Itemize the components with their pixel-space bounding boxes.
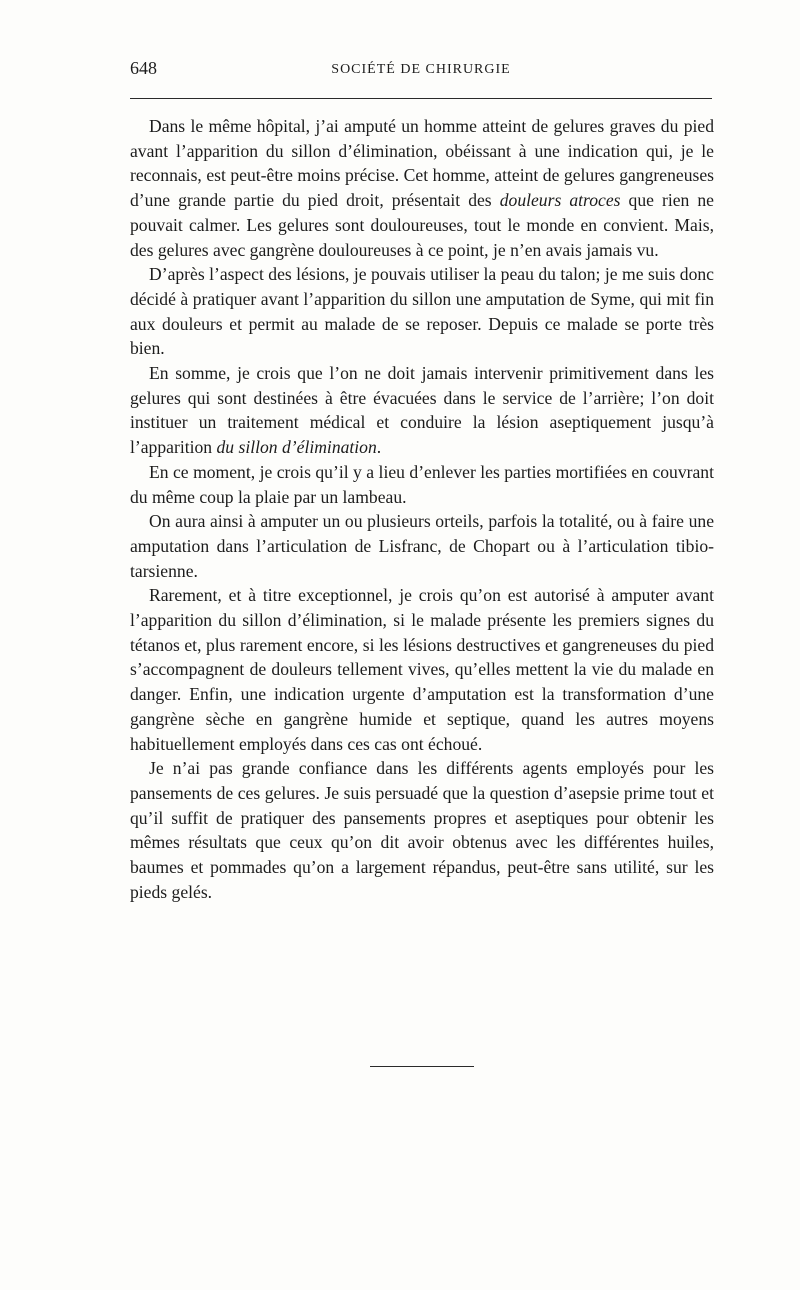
italic-text-run: douleurs atroces xyxy=(499,190,621,211)
page-header xyxy=(130,58,712,88)
body-text xyxy=(130,114,714,905)
text-run: En somme, je crois que l’on ne doit jamais intervenir primitivement dans les gelures qui sont destinées à être évacuées dans le service de l’arrière; l’on doit instituer un traitement médical et conduire la lésion aseptiquement jusqu’à l’apparition xyxy=(130,363,714,458)
text-run: Je n’ai pas grande confiance dans les différents agents employés pour les pansements de ces gelures. Je suis persuadé que la question d’asepsie prime tout et qu’il suffit de pratiquer des pansements propres et aseptiques pour obtenir les mêmes résultats que ceux qu’on dit avoir obtenus avec les différentes huiles, baumes et pommades qu’on a largement répandus, peut-être sans utilité, sur les pieds gelés. xyxy=(130,758,714,902)
text-run: D’après l’aspect des lésions, je pouvais utiliser la peau du talon; je me suis donc décidé à pratiquer avant l’apparition du sillon une amputation de Syme, qui mit fin aux douleurs et permit au malade de se reposer. Depuis ce malade se porte très bien. xyxy=(130,264,714,359)
text-run: . xyxy=(376,437,382,458)
text-run: Rarement, et à titre exceptionnel, je crois qu’on est autorisé à amputer avant l’apparition du sillon d’élimination, si le malade présente les premiers signes du tétanos et, plus rarement encore, si les lésions destructives et gangreneuses du pied s’accompagnent de douleurs tellement vives, qu’elles mettent la vie du malade en danger. Enfin, une indication urgente d’amputation est la transformation d’une gangrène sèche en gangrène humide et septique, quand les autres moyens habituellement employés dans ces cas ont échoué. xyxy=(130,585,714,754)
paragraph xyxy=(130,756,714,904)
paragraph xyxy=(130,460,714,509)
header-rule xyxy=(130,98,712,99)
running-head: SOCIÉTÉ DE CHIRURGIE xyxy=(331,62,511,77)
paragraph xyxy=(130,509,714,583)
text-run: Dans le même hôpital, j’ai amputé un homme atteint de gelures graves du pied avant l’apparition du sillon d’élimination, obéissant à une indication qui, je le reconnais, est peut-être moins précise. Cet homme, atteint de gelures gangreneuses d’une grande partie du pied droit, présentait des xyxy=(130,116,714,211)
end-rule xyxy=(370,1066,474,1067)
italic-text-run: du sillon d’élimination xyxy=(216,437,377,458)
paragraph xyxy=(130,361,714,460)
paragraph xyxy=(130,583,714,756)
text-run: que rien ne pouvait calmer. Les gelures sont douloureuses, tout le monde en convient. Mais, des gelures avec gangrène douloureuses à ce point, je n’en avais jamais vu. xyxy=(130,190,714,260)
page-number: 648 xyxy=(130,58,157,78)
text-run: En ce moment, je crois qu’il y a lieu d’enlever les parties mortifiées en couvrant du même coup la plaie par un lambeau. xyxy=(130,461,714,507)
text-run: On aura ainsi à amputer un ou plusieurs orteils, parfois la totalité, ou à faire une amputation dans l’articulation de Lisfranc, de Chopart ou à l’articulation tibio-tarsienne. xyxy=(130,511,714,581)
paragraph xyxy=(130,114,714,262)
paragraph xyxy=(130,262,714,361)
